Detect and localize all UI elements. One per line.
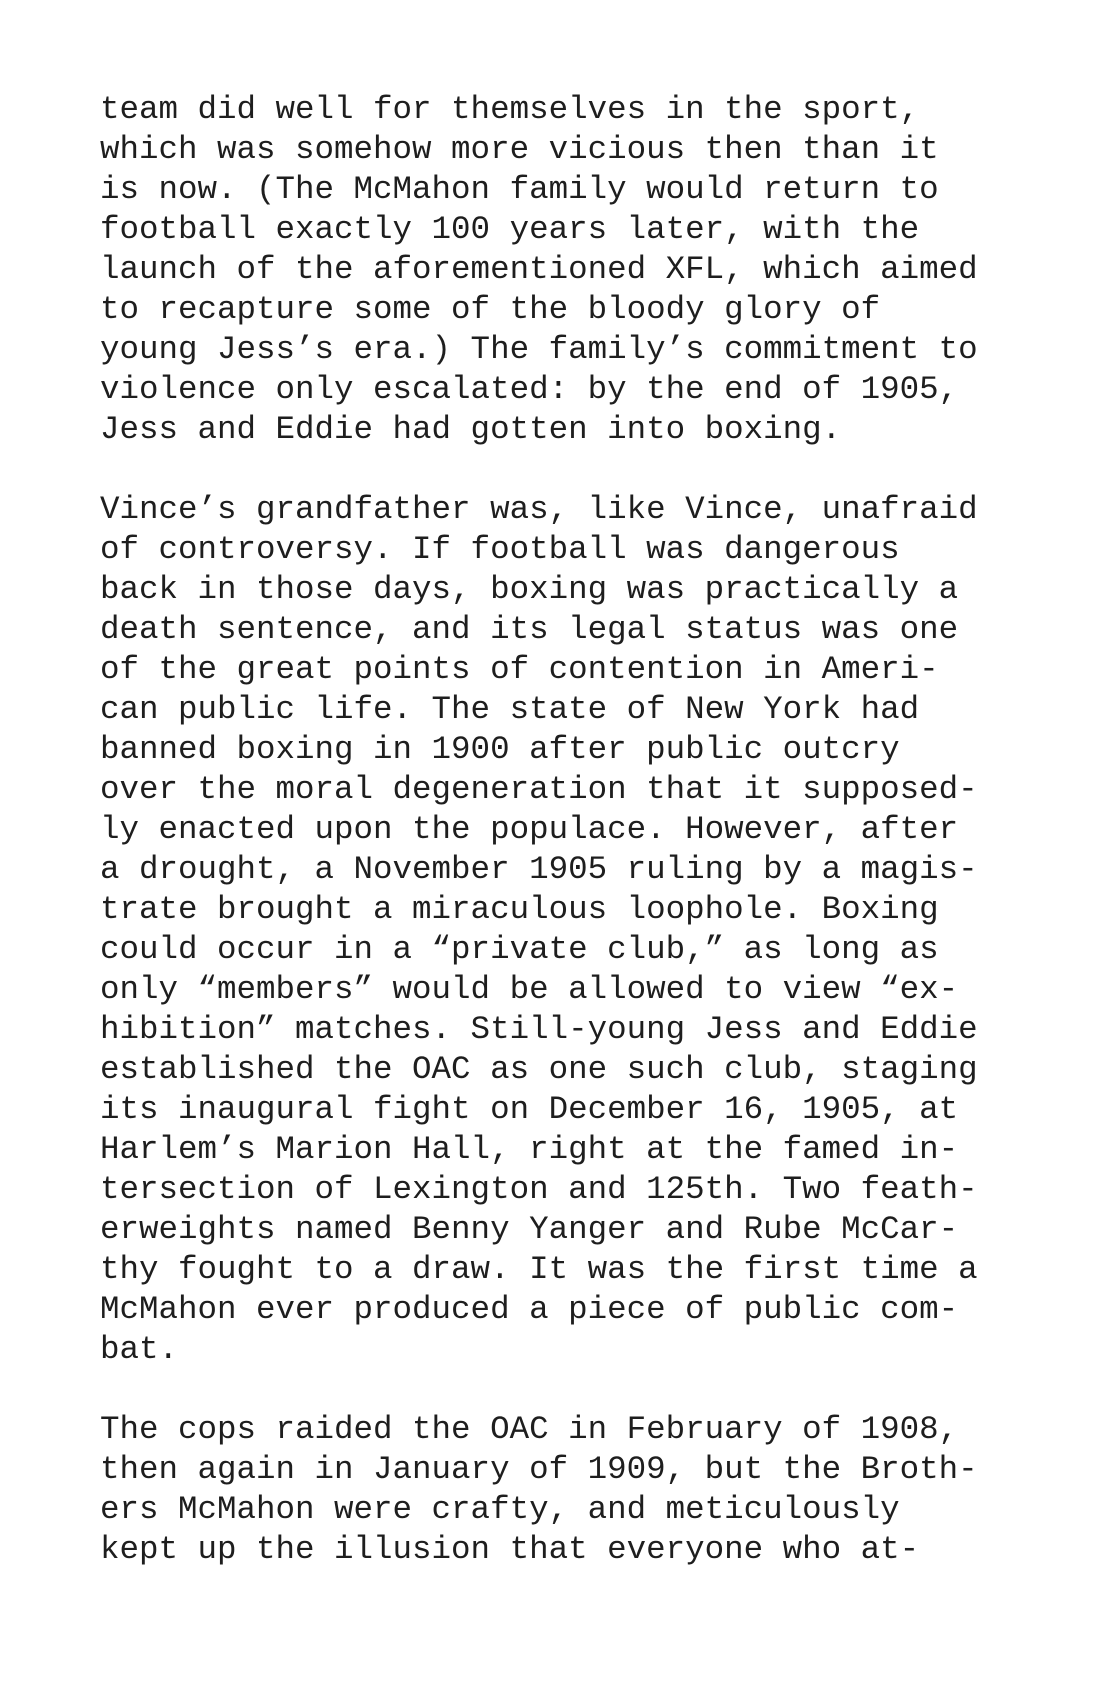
text-line: its inaugural fight on December 16, 1905, at	[100, 1091, 959, 1128]
text-line: then again in January of 1909, but the Broth-	[100, 1451, 978, 1488]
text-line: bat.	[100, 1331, 179, 1368]
text-line: trate brought a miraculous loophole. Boxing	[100, 891, 939, 928]
paragraph-3	[100, 1410, 1020, 1570]
text-line: McMahon ever produced a piece of public com-	[100, 1291, 959, 1328]
text-line: Jess and Eddie had gotten into boxing.	[100, 411, 842, 448]
text-line: launch of the aforementioned XFL, which aimed	[100, 251, 978, 288]
text-line: could occur in a “private club,” as long as	[100, 931, 939, 968]
paragraph-2	[100, 490, 1020, 1370]
text-line: thy fought to a draw. It was the first time a	[100, 1251, 978, 1288]
text-line: death sentence, and its legal status was one	[100, 611, 959, 648]
text-line: team did well for themselves in the sport,	[100, 91, 920, 128]
document-page	[100, 90, 1020, 1610]
text-line: only “members” would be allowed to view “ex-	[100, 971, 959, 1008]
text-line: which was somehow more vicious then than it	[100, 131, 939, 168]
text-line: Harlem’s Marion Hall, right at the famed in-	[100, 1131, 959, 1168]
paragraph-1	[100, 90, 1020, 450]
text-line: kept up the illusion that everyone who at-	[100, 1531, 920, 1568]
text-line: violence only escalated: by the end of 1905,	[100, 371, 959, 408]
text-line: football exactly 100 years later, with the	[100, 211, 920, 248]
text-line: of controversy. If football was dangerous	[100, 531, 900, 568]
text-line: established the OAC as one such club, staging	[100, 1051, 978, 1088]
text-line: young Jess’s era.) The family’s commitment to	[100, 331, 978, 368]
text-line: to recapture some of the bloody glory of	[100, 291, 881, 328]
text-line: over the moral degeneration that it supposed-	[100, 771, 978, 808]
text-line: banned boxing in 1900 after public outcry	[100, 731, 900, 768]
text-line: of the great points of contention in Ameri-	[100, 651, 939, 688]
text-line: can public life. The state of New York had	[100, 691, 920, 728]
text-line: hibition” matches. Still-young Jess and Eddie	[100, 1011, 978, 1048]
text-line: is now. (The McMahon family would return to	[100, 171, 939, 208]
text-line: back in those days, boxing was practically a	[100, 571, 959, 608]
text-line: The cops raided the OAC in February of 1908,	[100, 1411, 959, 1448]
text-line: ers McMahon were crafty, and meticulously	[100, 1491, 900, 1528]
text-line: ly enacted upon the populace. However, after	[100, 811, 959, 848]
text-line: a drought, a November 1905 ruling by a magis-	[100, 851, 978, 888]
text-line: erweights named Benny Yanger and Rube McCar-	[100, 1211, 959, 1248]
text-line: tersection of Lexington and 125th. Two feath-	[100, 1171, 978, 1208]
text-line: Vince’s grandfather was, like Vince, unafraid	[100, 491, 978, 528]
